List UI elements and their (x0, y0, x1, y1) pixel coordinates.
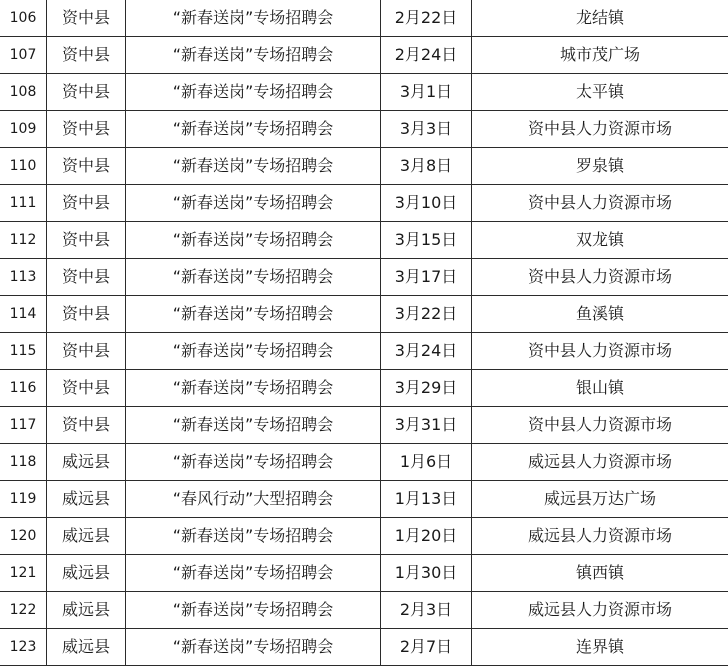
event-name-cell: “新春送岗”专场招聘会 (126, 444, 381, 481)
table-row (0, 555, 728, 592)
table-row (0, 74, 728, 111)
event-name-cell: “新春送岗”专场招聘会 (126, 555, 381, 592)
venue-cell: 龙结镇 (472, 0, 728, 37)
row-number: 106 (0, 0, 47, 37)
county-cell: 威远县 (47, 592, 126, 629)
table-row (0, 407, 728, 444)
date-cell: 1月20日 (381, 518, 472, 555)
venue-cell: 太平镇 (472, 74, 728, 111)
event-name-cell: “新春送岗”专场招聘会 (126, 222, 381, 259)
venue-cell: 威远县人力资源市场 (472, 518, 728, 555)
venue-cell: 连界镇 (472, 629, 728, 666)
table-row (0, 370, 728, 407)
event-name-cell: “新春送岗”专场招聘会 (126, 333, 381, 370)
venue-cell: 资中县人力资源市场 (472, 407, 728, 444)
table-row (0, 0, 728, 37)
event-name-cell: “新春送岗”专场招聘会 (126, 111, 381, 148)
date-cell: 3月29日 (381, 370, 472, 407)
date-cell: 3月10日 (381, 185, 472, 222)
event-name-cell: “春风行动”大型招聘会 (126, 481, 381, 518)
row-number: 119 (0, 481, 47, 518)
county-cell: 威远县 (47, 518, 126, 555)
row-number: 110 (0, 148, 47, 185)
event-name-cell: “新春送岗”专场招聘会 (126, 148, 381, 185)
event-name-cell: “新春送岗”专场招聘会 (126, 185, 381, 222)
event-name-cell: “新春送岗”专场招聘会 (126, 518, 381, 555)
row-number: 121 (0, 555, 47, 592)
venue-cell: 鱼溪镇 (472, 296, 728, 333)
event-name-cell: “新春送岗”专场招聘会 (126, 259, 381, 296)
row-number: 116 (0, 370, 47, 407)
date-cell: 3月24日 (381, 333, 472, 370)
county-cell: 威远县 (47, 481, 126, 518)
event-name-cell: “新春送岗”专场招聘会 (126, 629, 381, 666)
row-number: 109 (0, 111, 47, 148)
table-row (0, 111, 728, 148)
county-cell: 资中县 (47, 370, 126, 407)
table-row (0, 37, 728, 74)
table-row (0, 333, 728, 370)
date-cell: 2月24日 (381, 37, 472, 74)
county-cell: 威远县 (47, 444, 126, 481)
venue-cell: 威远县人力资源市场 (472, 444, 728, 481)
event-name-cell: “新春送岗”专场招聘会 (126, 296, 381, 333)
venue-cell: 资中县人力资源市场 (472, 185, 728, 222)
event-name-cell: “新春送岗”专场招聘会 (126, 0, 381, 37)
table-row (0, 444, 728, 481)
row-number: 107 (0, 37, 47, 74)
date-cell: 2月3日 (381, 592, 472, 629)
venue-cell: 威远县万达广场 (472, 481, 728, 518)
venue-cell: 资中县人力资源市场 (472, 333, 728, 370)
venue-cell: 双龙镇 (472, 222, 728, 259)
event-name-cell: “新春送岗”专场招聘会 (126, 407, 381, 444)
event-name-cell: “新春送岗”专场招聘会 (126, 592, 381, 629)
county-cell: 资中县 (47, 111, 126, 148)
date-cell: 3月1日 (381, 74, 472, 111)
table-row (0, 222, 728, 259)
county-cell: 资中县 (47, 37, 126, 74)
venue-cell: 城市茂广场 (472, 37, 728, 74)
county-cell: 资中县 (47, 74, 126, 111)
row-number: 118 (0, 444, 47, 481)
venue-cell: 资中县人力资源市场 (472, 259, 728, 296)
county-cell: 资中县 (47, 185, 126, 222)
county-cell: 资中县 (47, 222, 126, 259)
date-cell: 1月30日 (381, 555, 472, 592)
date-cell: 3月17日 (381, 259, 472, 296)
venue-cell: 罗泉镇 (472, 148, 728, 185)
row-number: 113 (0, 259, 47, 296)
row-number: 117 (0, 407, 47, 444)
date-cell: 3月8日 (381, 148, 472, 185)
table-row (0, 518, 728, 555)
date-cell: 3月3日 (381, 111, 472, 148)
venue-cell: 银山镇 (472, 370, 728, 407)
date-cell: 1月6日 (381, 444, 472, 481)
row-number: 120 (0, 518, 47, 555)
row-number: 114 (0, 296, 47, 333)
county-cell: 资中县 (47, 148, 126, 185)
venue-cell: 威远县人力资源市场 (472, 592, 728, 629)
county-cell: 威远县 (47, 555, 126, 592)
date-cell: 3月22日 (381, 296, 472, 333)
event-name-cell: “新春送岗”专场招聘会 (126, 37, 381, 74)
row-number: 112 (0, 222, 47, 259)
county-cell: 资中县 (47, 0, 126, 37)
county-cell: 资中县 (47, 333, 126, 370)
event-name-cell: “新春送岗”专场招聘会 (126, 370, 381, 407)
county-cell: 资中县 (47, 259, 126, 296)
date-cell: 3月15日 (381, 222, 472, 259)
row-number: 115 (0, 333, 47, 370)
row-number: 123 (0, 629, 47, 666)
row-number: 108 (0, 74, 47, 111)
row-number: 122 (0, 592, 47, 629)
county-cell: 资中县 (47, 296, 126, 333)
table-row (0, 185, 728, 222)
table-row (0, 296, 728, 333)
date-cell: 2月22日 (381, 0, 472, 37)
table-row (0, 592, 728, 629)
date-cell: 3月31日 (381, 407, 472, 444)
event-name-cell: “新春送岗”专场招聘会 (126, 74, 381, 111)
date-cell: 1月13日 (381, 481, 472, 518)
table-row (0, 629, 728, 666)
county-cell: 资中县 (47, 407, 126, 444)
venue-cell: 资中县人力资源市场 (472, 111, 728, 148)
date-cell: 2月7日 (381, 629, 472, 666)
county-cell: 威远县 (47, 629, 126, 666)
table-row (0, 259, 728, 296)
row-number: 111 (0, 185, 47, 222)
table-row (0, 148, 728, 185)
table-row (0, 481, 728, 518)
venue-cell: 镇西镇 (472, 555, 728, 592)
